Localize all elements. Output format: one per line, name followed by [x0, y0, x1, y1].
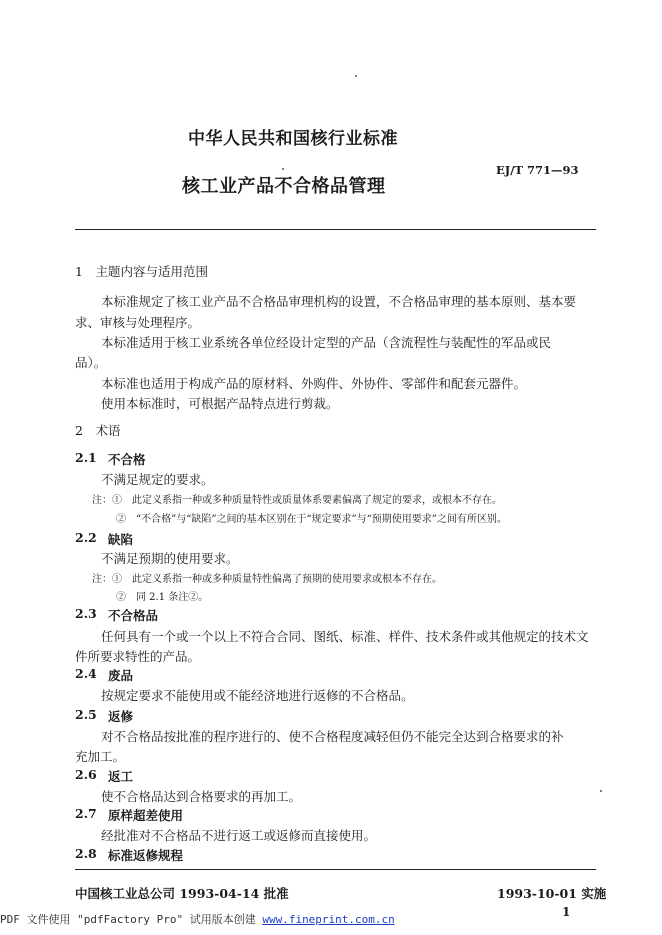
implementation-date: 1993-10-01 实施 — [497, 886, 607, 901]
term-name: 不合格 — [108, 452, 146, 467]
term-definition-line2: 充加工。 — [75, 749, 126, 764]
term-note: ② “不合格”与“缺陷”之间的基本区别在于“规定要求”与“预期使用要求”之间有所区别。 — [116, 514, 507, 525]
term-number: 2.3 — [75, 606, 97, 621]
pdf-watermark-notice — [0, 911, 395, 927]
term-number: 2.4 — [75, 666, 97, 681]
section1-p4: 使用本标准时，可根据产品特点进行剪裁。 — [101, 396, 339, 411]
term-definition: 不满足规定的要求。 — [101, 472, 214, 487]
term-definition: 使不合格品达到合格要求的再加工。 — [101, 789, 302, 804]
term-note: ② 同 2.1 条注②。 — [116, 592, 209, 603]
scan-speck — [282, 168, 284, 170]
scan-speck — [355, 75, 357, 77]
standard-code: EJ/T 771—93 — [496, 163, 579, 177]
term-number: 2.6 — [75, 767, 97, 782]
term-name: 不合格品 — [108, 608, 159, 623]
term-name: 标准返修规程 — [108, 848, 184, 863]
section1-p2-line2: 品）。 — [75, 355, 107, 370]
term-number: 2.8 — [75, 846, 97, 861]
approval-date: 中国核工业总公司 1993-04-14 批准 — [75, 886, 289, 901]
fineprint-link[interactable]: www.fineprint.com.cn — [262, 913, 395, 926]
term-definition: 不满足预期的使用要求。 — [101, 551, 239, 566]
section1-p2-line1: 本标准适用于核工业系统各单位经设计定型的产品（含流程性与装配性的军品或民 — [101, 335, 552, 350]
term-note: 注：① 此定义系指一种或多种质量特性或质量体系要素偏离了规定的要求，或根本不存在。 — [92, 495, 502, 506]
footer-rule — [75, 869, 596, 870]
pdf-notice-text: PDF 文件使用 "pdfFactory Pro" 试用版本创建 — [0, 913, 256, 926]
scan-speck — [600, 790, 602, 792]
term-number: 2.7 — [75, 806, 97, 821]
document-title: 核工业产品不合格品管理 — [182, 176, 386, 197]
term-name: 原样超差使用 — [108, 808, 184, 823]
term-name: 缺陷 — [108, 532, 134, 547]
term-definition-line1: 对不合格品按批准的程序进行的、使不合格程度减轻但仍不能完全达到合格要求的补 — [101, 729, 564, 744]
header-rule — [75, 229, 596, 230]
section1-heading: 1 主题内容与适用范围 — [75, 264, 208, 279]
term-name: 返工 — [108, 769, 134, 784]
section1-p1-line2: 求、审核与处理程序。 — [75, 315, 201, 330]
term-number: 2.2 — [75, 530, 97, 545]
section2-heading: 2 术语 — [75, 423, 121, 438]
page-number: 1 — [562, 905, 571, 919]
term-definition: 按规定要求不能使用或不能经济地进行返修的不合格品。 — [101, 688, 414, 703]
term-number: 2.5 — [75, 707, 97, 722]
term-note: 注：① 此定义系指一种或多种质量特性偏离了预期的使用要求或根本不存在。 — [92, 574, 442, 585]
term-definition-line1: 任何具有一个或一个以上不符合合同、图纸、标准、样件、技术条件或其他规定的技术文 — [101, 629, 589, 644]
term-name: 返修 — [108, 709, 134, 724]
term-definition: 经批准对不合格品不进行返工或返修而直接使用。 — [101, 828, 377, 843]
term-definition-line2: 件所要求特性的产品。 — [75, 649, 201, 664]
section1-p3: 本标准也适用于构成产品的原材料、外购件、外协件、零部件和配套元器件。 — [101, 376, 527, 391]
standard-name: 中华人民共和国核行业标准 — [188, 129, 398, 149]
section1-p1-line1: 本标准规定了核工业产品不合格品审理机构的设置，不合格品审理的基本原则、基本要 — [101, 294, 577, 309]
term-number: 2.1 — [75, 450, 97, 465]
term-name: 废品 — [108, 668, 134, 683]
